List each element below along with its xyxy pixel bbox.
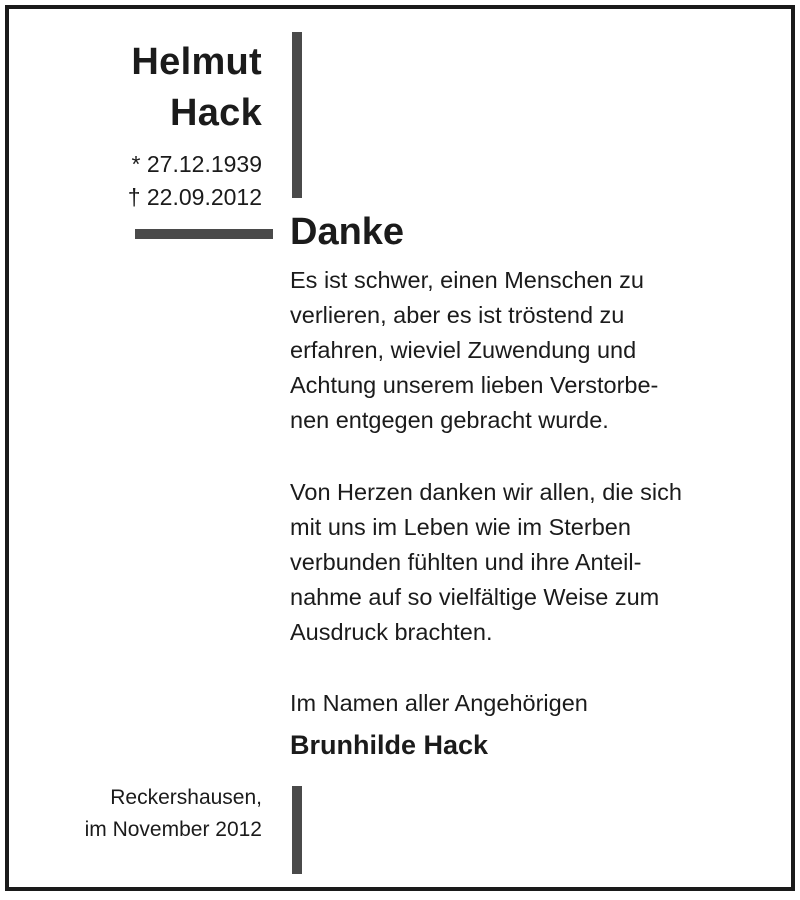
paragraph-line: Ausdruck brachten. bbox=[290, 619, 493, 645]
thanks-paragraph-2 bbox=[290, 475, 780, 650]
paragraph-line: Achtung unserem lieben Verstorbe- bbox=[290, 372, 659, 398]
birth-date: * 27.12.1939 bbox=[131, 151, 262, 177]
paragraph-line: verbunden fühlten und ihre Anteil- bbox=[290, 549, 642, 575]
paragraph-line: erfahren, wieviel Zuwendung und bbox=[290, 337, 637, 363]
paragraph-line: Es ist schwer, einen Menschen zu bbox=[290, 267, 644, 293]
date-line: im November 2012 bbox=[84, 818, 262, 841]
signer-name: Brunhilde Hack bbox=[290, 730, 489, 760]
thanks-heading: Danke bbox=[290, 211, 405, 253]
on-behalf-line: Im Namen aller Angehörigen bbox=[290, 690, 588, 716]
place-line: Reckershausen, bbox=[110, 786, 262, 809]
paragraph-line: nen entgegen gebracht wurde. bbox=[290, 407, 609, 433]
top-vertical-divider bbox=[292, 32, 302, 198]
thanks-paragraph-1 bbox=[290, 263, 780, 438]
death-date: † 22.09.2012 bbox=[127, 184, 262, 210]
horizontal-divider bbox=[135, 229, 273, 239]
paragraph-line: verlieren, aber es ist tröstend zu bbox=[290, 302, 625, 328]
deceased-last-name: Hack bbox=[169, 92, 262, 134]
paragraph-line: nahme auf so vielfältige Weise zum bbox=[290, 584, 660, 610]
deceased-first-name: Helmut bbox=[131, 41, 262, 83]
paragraph-line: Von Herzen danken wir allen, die sich bbox=[290, 479, 682, 505]
paragraph-line: mit uns im Leben wie im Sterben bbox=[290, 514, 631, 540]
bottom-vertical-divider bbox=[292, 786, 302, 874]
